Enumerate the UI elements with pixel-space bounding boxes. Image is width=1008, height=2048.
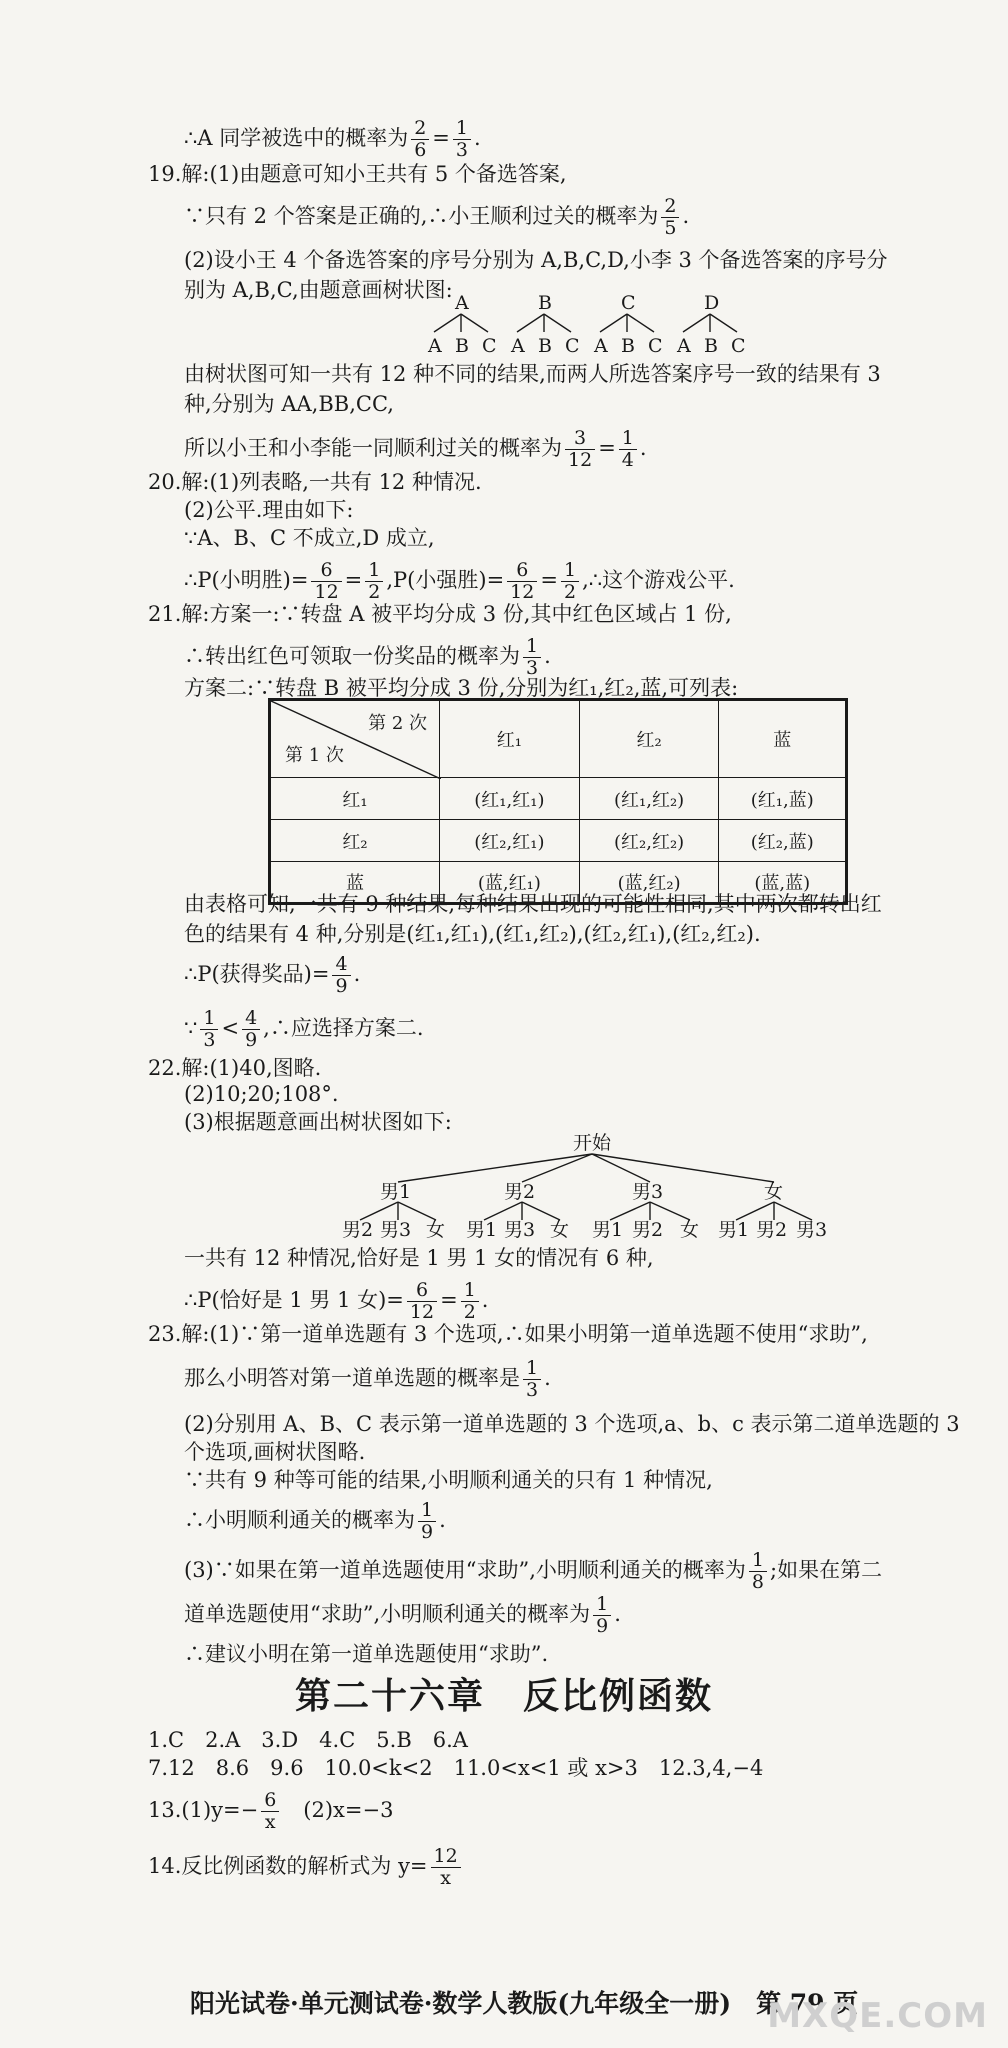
- tree-leaf: B: [538, 335, 552, 356]
- tree-leaf: C: [648, 335, 663, 356]
- q21-line5: 色的结果有 4 种,分别是(红₁,红₁),(红₁,红₂),(红₂,红₁),(红₂,红₂).: [184, 922, 761, 946]
- denominator: x: [440, 1867, 451, 1889]
- q19-line3: (2)设小王 4 个备选答案的序号分别为 A,B,C,D,小李 3 个备选答案的序号分: [184, 248, 888, 272]
- numerator: 1: [453, 118, 471, 140]
- denominator: 6: [414, 139, 427, 161]
- text: .: [474, 126, 481, 150]
- numerator: 1: [619, 428, 637, 450]
- corner-label-top: 第 2 次: [368, 713, 427, 734]
- denominator: 12: [314, 581, 339, 603]
- tree-leaf: B: [455, 335, 469, 356]
- denominator: 2: [368, 581, 381, 603]
- numerator: 1: [461, 1280, 479, 1302]
- tree-mid: 男3: [632, 1181, 664, 1203]
- q19-line4: 别为 A,B,C,由题意画树状图:: [184, 278, 453, 302]
- q21-line6: [184, 954, 360, 997]
- q22-line1: 22.解:(1)40,图略.: [148, 1056, 322, 1080]
- numerator: 1: [418, 1500, 436, 1522]
- text: 那么小明答对第一道单选题的概率是: [184, 1366, 520, 1390]
- q21-line1: 21.解:方案一:∵转盘 A 被平均分成 3 份,其中红色区域占 1 份,: [148, 602, 732, 626]
- text: =: [598, 436, 616, 460]
- tree-mid: 女: [764, 1181, 784, 1203]
- tree-root: D: [704, 292, 720, 314]
- fraction: [311, 560, 341, 603]
- tree-root: A: [455, 292, 469, 314]
- tree-leaf: 男3: [796, 1219, 828, 1238]
- numerator: 3: [565, 428, 595, 450]
- fraction: [332, 954, 350, 997]
- text: .: [682, 204, 690, 228]
- text: ∵只有 2 个答案是正确的,∴小王顺利过关的概率为: [184, 204, 659, 228]
- chapter-title: 第二十六章 反比例函数: [294, 1676, 713, 1717]
- denominator: 2: [563, 581, 577, 603]
- text: (2)x=−3: [282, 1798, 394, 1822]
- table-corner-cell: [270, 700, 440, 778]
- text: ∴转出红色可领取一份奖品的概率为: [184, 644, 520, 668]
- fraction: [407, 1280, 437, 1323]
- q23-line3: (2)分别用 A、B、C 表示第一道单选题的 3 个选项,a、b、c 表示第二道单选题的 3: [184, 1412, 960, 1436]
- fraction: [593, 1594, 611, 1637]
- tree-leaf: 男1: [718, 1219, 750, 1238]
- text: ∴P(获得奖品)=: [184, 962, 330, 986]
- text: .: [614, 1602, 621, 1626]
- tree-leaf: A: [511, 335, 525, 356]
- numerator: 4: [242, 1008, 260, 1030]
- q23-line2: [184, 1358, 551, 1401]
- tree-leaf: 男3: [380, 1219, 412, 1238]
- q23-line4: 个选项,画树状图略.: [184, 1440, 366, 1464]
- tree-edges: [360, 1154, 812, 1220]
- q20-line4: [184, 560, 735, 603]
- fraction: [749, 1550, 767, 1593]
- denominator: 4: [621, 449, 634, 471]
- numerator: 6: [311, 560, 341, 582]
- denominator: 12: [510, 581, 535, 603]
- q19-line1: 19.解:(1)由题意可知小王共有 5 个备选答案,: [148, 162, 567, 186]
- fraction: [365, 560, 383, 603]
- denominator: 3: [526, 657, 539, 679]
- denominator: 3: [526, 1379, 539, 1401]
- denominator: x: [264, 1811, 276, 1833]
- table-cell: (蓝,红₁): [440, 862, 580, 904]
- tree-leaf: 男1: [592, 1219, 624, 1238]
- text: 道单选题使用“求助”,小明顺利通关的概率为: [184, 1602, 591, 1626]
- tree-leaf: A: [677, 335, 691, 356]
- fraction: [661, 196, 679, 239]
- q21-line3: 方案二:∵转盘 B 被平均分成 3 份,分别为红₁,红₂,蓝,可列表:: [184, 676, 739, 700]
- page-footer: 阳光试卷·单元测试卷·数学人教版(九年级全一册) 第 79 页: [190, 1989, 859, 2018]
- q20-line2: (2)公平.理由如下:: [184, 498, 354, 522]
- answers-line3: [148, 1790, 393, 1833]
- denominator: 3: [455, 139, 468, 161]
- text: (3)∵如果在第一道单选题使用“求助”,小明顺利通关的概率为: [184, 1558, 746, 1582]
- q23-line1: 23.解:(1)∵第一道单选题有 3 个选项,∴如果小明第一道单选题不使用“求助”,: [148, 1322, 868, 1346]
- tree-leaf: A: [594, 335, 608, 356]
- outcome-table: [268, 698, 848, 905]
- text: 所以小王和小李能一同顺利过关的概率为: [184, 436, 562, 460]
- tree-leaf: B: [621, 335, 635, 356]
- table-cell: (红₂,蓝): [719, 820, 847, 862]
- numerator: 1: [593, 1594, 611, 1616]
- tree-leaf: 女: [550, 1219, 570, 1238]
- text: .: [544, 644, 551, 668]
- denominator: 9: [596, 1615, 609, 1637]
- row-header: 红₂: [270, 820, 440, 862]
- fraction: [619, 428, 637, 471]
- col-header: 红₂: [579, 700, 719, 778]
- tree-root: B: [538, 292, 552, 314]
- denominator: 9: [421, 1521, 434, 1543]
- table-cell: (红₁,红₁): [440, 778, 580, 820]
- numerator: 1: [365, 560, 383, 582]
- denominator: 12: [409, 1301, 435, 1323]
- tree-mid: 男2: [504, 1181, 536, 1203]
- tree-leaf: 男2: [342, 1219, 374, 1238]
- tree-leaf: 男3: [504, 1219, 536, 1238]
- fraction: [411, 118, 429, 161]
- q19-line5: 由树状图可知一共有 12 种不同的结果,而两人所选答案序号一致的结果有 3: [184, 362, 881, 386]
- denominator: 5: [664, 217, 677, 239]
- text: ∴P(恰好是 1 男 1 女)=: [184, 1288, 404, 1312]
- text: ,∴这个游戏公平.: [582, 568, 735, 592]
- text: ∴A 同学被选中的概率为: [184, 126, 409, 150]
- q20-line3: ∵A、B、C 不成立,D 成立,: [184, 526, 435, 550]
- tree-leaf: 女: [426, 1219, 446, 1238]
- q21-line4: 由表格可知,一共有 9 种结果,每种结果出现的可能性相同,其中两次都转出红: [184, 892, 882, 916]
- q23-line9: ∴建议小明在第一道单选题使用“求助”.: [184, 1642, 549, 1666]
- fraction: [418, 1500, 436, 1543]
- text: .: [544, 1366, 551, 1390]
- numerator: 1: [561, 560, 579, 582]
- text: ,P(小强胜)=: [386, 568, 505, 592]
- text: .: [439, 1508, 446, 1532]
- tree-leaf: C: [731, 335, 746, 356]
- table-cell: (红₂,红₁): [440, 820, 580, 862]
- numerator: 1: [523, 636, 541, 658]
- fraction: [461, 1280, 479, 1323]
- table-row: [270, 778, 847, 820]
- numerator: 2: [661, 196, 679, 218]
- numerator: 12: [431, 1846, 461, 1868]
- tree-diagram-students: [340, 1130, 860, 1238]
- denominator: 9: [335, 975, 348, 997]
- denominator: 2: [463, 1301, 476, 1323]
- fraction: [261, 1790, 279, 1833]
- line-19-intro: [184, 118, 481, 161]
- table-cell: (红₁,红₂): [579, 778, 719, 820]
- tree-leaf: 男2: [632, 1219, 664, 1238]
- denominator: 9: [245, 1029, 258, 1051]
- denominator: 12: [568, 449, 593, 471]
- q21-line2: [184, 636, 551, 679]
- numerator: 1: [523, 1358, 541, 1380]
- text: .: [353, 962, 361, 986]
- fraction: [523, 1358, 541, 1401]
- fraction: [507, 560, 537, 603]
- table-cell: (蓝,蓝): [719, 862, 847, 904]
- text: 13.(1)y=−: [148, 1798, 259, 1822]
- tree-root: 开始: [573, 1132, 612, 1154]
- fraction: [453, 118, 471, 161]
- fraction: [200, 1008, 218, 1051]
- fraction: [523, 636, 541, 679]
- q22-line5: [184, 1280, 488, 1323]
- tree-root: C: [621, 292, 636, 314]
- text: ,∴应选择方案二.: [263, 1016, 424, 1040]
- tree-edges: [434, 314, 737, 332]
- text: .: [639, 436, 647, 460]
- numerator: 6: [261, 1790, 279, 1812]
- col-header: 红₁: [440, 700, 580, 778]
- text: =: [440, 1288, 458, 1312]
- q21-line7: [184, 1008, 424, 1051]
- row-header: 蓝: [270, 862, 440, 904]
- q23-line6: [184, 1500, 446, 1543]
- text: =: [540, 568, 558, 592]
- table-header-row: [270, 700, 847, 778]
- table-row: [270, 820, 847, 862]
- numerator: 1: [749, 1550, 767, 1572]
- text: 14.反比例函数的解析式为 y=: [148, 1854, 428, 1878]
- text: =: [432, 126, 450, 150]
- tree-leaf: 男1: [466, 1219, 498, 1238]
- text: ∴P(小明胜)=: [184, 568, 309, 592]
- q22-line3: (3)根据题意画出树状图如下:: [184, 1110, 452, 1134]
- fraction: [561, 560, 579, 603]
- tree-diagram-answers: [420, 290, 780, 356]
- q19-line7: [184, 428, 647, 471]
- numerator: 6: [407, 1280, 437, 1302]
- tree-leaf: C: [565, 335, 580, 356]
- table-cell: (红₂,红₂): [579, 820, 719, 862]
- tree-leaf: 男2: [756, 1219, 788, 1238]
- text: ∵: [184, 1016, 198, 1040]
- tree-mid: 男1: [380, 1181, 412, 1203]
- tree-leaf: A: [428, 335, 442, 356]
- fraction: [431, 1846, 461, 1889]
- q19-line2: [184, 196, 689, 239]
- numerator: 4: [332, 954, 350, 976]
- fraction: [565, 428, 595, 471]
- numerator: 6: [507, 560, 537, 582]
- text: ∴小明顺利通关的概率为: [184, 1508, 415, 1532]
- q20-line1: 20.解:(1)列表略,一共有 12 种情况.: [148, 470, 482, 494]
- text: <: [221, 1016, 240, 1040]
- q23-line8: [184, 1594, 621, 1637]
- answers-line1: 1.C 2.A 3.D 4.C 5.B 6.A: [148, 1728, 468, 1752]
- table-cell: (蓝,红₂): [579, 862, 719, 904]
- answers-line2: 7.12 8.6 9.6 10.0<k<2 11.0<x<1 或 x>3 12.3,4,−4: [148, 1756, 764, 1780]
- q23-line7: [184, 1550, 882, 1593]
- col-header: 蓝: [719, 700, 847, 778]
- numerator: 2: [411, 118, 429, 140]
- watermark-logo: MXQE.COM: [767, 1996, 988, 2036]
- denominator: 8: [751, 1571, 764, 1593]
- text: .: [481, 1288, 489, 1312]
- answers-line4: [148, 1846, 464, 1889]
- numerator: 1: [200, 1008, 218, 1030]
- fraction: [242, 1008, 260, 1051]
- tree-leaf: 女: [680, 1219, 700, 1238]
- table-cell: (红₁,蓝): [719, 778, 847, 820]
- q23-line5: ∵共有 9 种等可能的结果,小明顺利通关的只有 1 种情况,: [184, 1468, 713, 1492]
- q22-line4: 一共有 12 种情况,恰好是 1 男 1 女的情况有 6 种,: [184, 1246, 654, 1270]
- tree-leaf: B: [704, 335, 718, 356]
- q19-line6: 种,分别为 AA,BB,CC,: [184, 392, 394, 416]
- tree-leaf: C: [482, 335, 497, 356]
- q22-line2: (2)10;20;108°.: [184, 1082, 339, 1106]
- row-header: 红₁: [270, 778, 440, 820]
- text: ;如果在第二: [770, 1558, 883, 1582]
- corner-label-bottom: 第 1 次: [285, 745, 344, 766]
- denominator: 3: [203, 1029, 216, 1051]
- text: =: [344, 568, 363, 592]
